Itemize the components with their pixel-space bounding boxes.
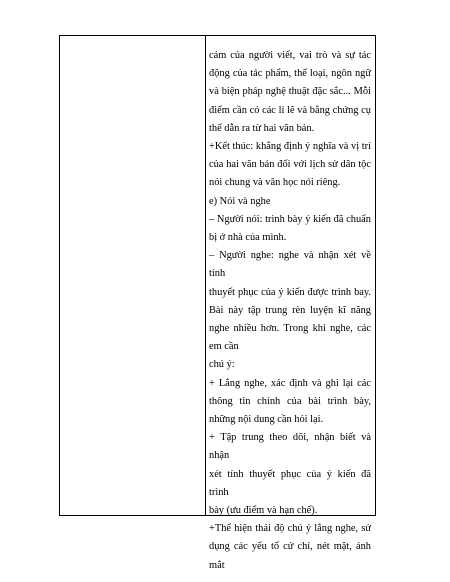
- text-line: bị ở nhà của mình.: [209, 232, 287, 244]
- text-line: Bài này tập trung rèn luyện kĩ năng: [209, 304, 371, 316]
- text-line: nói chung và văn học nói riêng.: [209, 177, 341, 189]
- text-line: + Lắng nghe, xác định và ghi lại các: [209, 377, 371, 389]
- text-line: cảm của người viết, vai trò và sự tác: [209, 50, 371, 61]
- text-line: của hai văn bản đối với lịch sử dân tộc: [209, 159, 371, 171]
- table-left-column: [60, 36, 206, 515]
- text-line: em cần: [209, 341, 239, 353]
- text-line: thể dẫn ra từ hai văn bản.: [209, 122, 315, 134]
- text-line: mắt: [209, 559, 225, 571]
- content-table: [59, 35, 376, 571]
- text-line: thông tin chính của bài trình bày,: [209, 395, 371, 407]
- text-line: và biện pháp nghệ thuật đặc sắc... Mỗi: [209, 86, 371, 98]
- text-line: – Người nói: trình bày ý kiến đã chuẩn: [209, 213, 371, 225]
- text-line: +Thể hiện thái độ chú ý lắng nghe, sử: [209, 523, 371, 535]
- text-line: chú ý:: [209, 359, 235, 371]
- text-line: nghe nhiều hơn. Trong khi nghe, các: [209, 323, 371, 335]
- section-heading: e) Nói và nghe: [209, 195, 271, 207]
- text-line: những nội dung cần hỏi lại.: [209, 414, 324, 426]
- text-line: động của tác phẩm, thể loại, ngôn ngữ: [209, 68, 371, 80]
- text-line: – Người nghe: nghe và nhận xét về tính: [209, 250, 371, 280]
- table-right-column: [206, 36, 375, 571]
- text-line: bày (ưu điểm và hạn chế).: [209, 505, 318, 517]
- text-line: xét tính thuyết phục của ý kiến đã trình: [209, 468, 371, 498]
- text-line: + Tập trung theo dõi, nhận biết và nhận: [209, 432, 371, 462]
- text-line: điểm cần có các lí lẽ và bằng chứng cụ: [209, 104, 371, 116]
- text-line: +Kết thúc: khẳng định ý nghĩa và vị trí: [209, 141, 371, 153]
- text-line: dụng các yếu tố cử chỉ, nét mặt, ánh: [209, 541, 371, 553]
- text-line: thuyết phục của ý kiến được trình bay.: [209, 286, 371, 298]
